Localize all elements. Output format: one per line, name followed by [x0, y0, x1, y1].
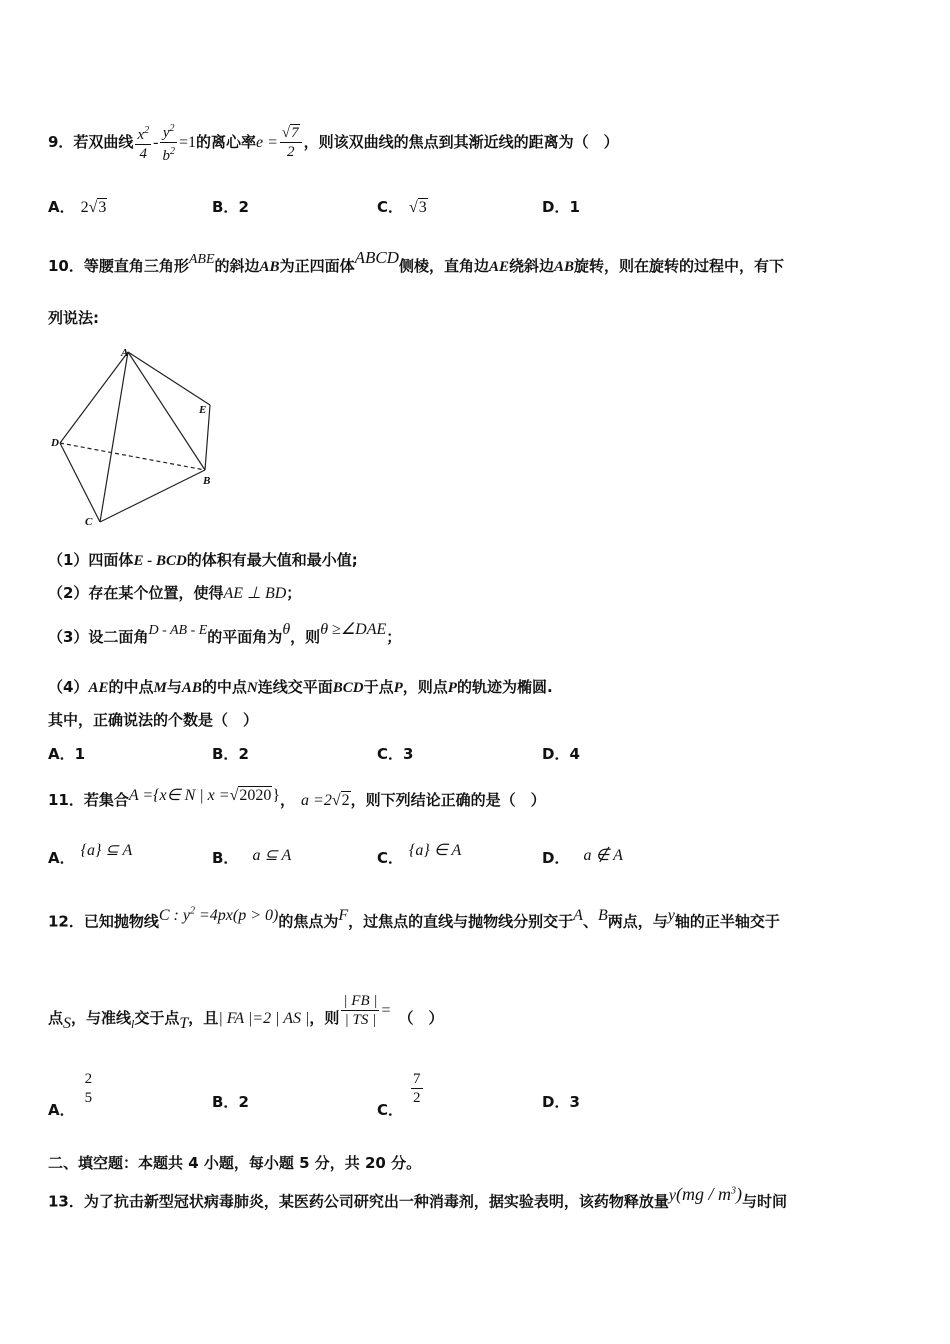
edge-ab	[128, 352, 205, 470]
q12-stem-line1: 12．已知抛物线C : $y^2 =4px(p > 0)$的焦点为F，过焦点的直线与抛物线分别交于A、B两点，与y轴的正半轴交于	[48, 906, 780, 931]
q10-statement-2: （2）存在某个位置，使得AE ⊥ BD；	[48, 584, 302, 602]
fb-over-ts: $\frac{| FB |}{| TS |}$	[343, 993, 378, 1028]
label-c: C	[85, 516, 93, 528]
q12-option-d[interactable]: D．3	[542, 1093, 580, 1111]
q12-option-a[interactable]: A． $\frac{2}{5}$	[48, 1071, 93, 1119]
edge-ad	[60, 352, 128, 443]
q9-option-c[interactable]: C． √3	[377, 198, 427, 216]
q10-statement-1: （1）四面体E - BCD的体积有最大值和最小值;	[48, 551, 358, 569]
q9-option-b[interactable]: B．2	[212, 198, 249, 216]
label-b: B	[203, 475, 211, 487]
q11-option-c[interactable]: C． {a} ∈ A	[377, 842, 462, 867]
tetrahedron-figure	[48, 345, 228, 530]
section-2-heading: 二、填空题：本题共 4 小题，每小题 5 分，共 20 分。	[48, 1154, 422, 1172]
q10-stem-line2: 列说法:	[48, 309, 99, 327]
q10-option-c[interactable]: C．3	[377, 745, 414, 763]
y2-over-b2: $\frac{y^2}{b^2}$	[160, 120, 177, 165]
q12-stem-line2: 点S，与准线$_l$交于点T，且| FA |=2 | AS |，则 $\frac{| FB |}{| TS |}$ = （ ）	[48, 993, 444, 1032]
q9-option-d[interactable]: D．1	[542, 198, 580, 216]
q11-option-b[interactable]: B． a ⊆ A	[212, 847, 292, 867]
edge-db-hidden	[60, 443, 205, 470]
q9-stem: 9．若双曲线 $\frac{x^2}{4}$ - $\frac{y^2}{b^2}$ =1的离心率e = $\frac{√7}{2}$ ，则该双曲线的焦点到其渐近线的距离为（ ）	[48, 120, 619, 165]
q12-option-c[interactable]: C． $\frac{7}{2}$	[377, 1071, 421, 1119]
q10-statement-3: （3）设二面角D - AB - E的平面角为θ，则θ ≥∠DAE；	[48, 621, 402, 646]
label-e: E	[199, 404, 207, 416]
q11-option-d[interactable]: D． a ∉ A	[542, 847, 623, 867]
q11-option-a[interactable]: A． {a} ⊆ A	[48, 842, 133, 867]
edge-ac	[100, 352, 128, 522]
q9-option-a[interactable]: A． 2√3	[48, 198, 107, 216]
edge-dc	[60, 443, 100, 522]
q10-statement-4: （4）AE的中点M与AB的中点N连线交平面BCD于点P，则点P的轨迹为椭圆.	[48, 678, 553, 696]
label-a: A	[121, 347, 129, 359]
q11-stem: 11．若集合A ={x∈ N | x =√2020}， a =2√2，则下列结论正确的是（ ）	[48, 787, 546, 809]
q10-stem-line1: 10．等腰直角三角形ABE的斜边AB为正四面体ABCD侧棱，直角边AE绕斜边AB旋转，则在旋转的过程中，有下	[48, 248, 785, 275]
edge-ae	[128, 352, 210, 405]
edge-cb	[100, 470, 205, 522]
label-d: D	[51, 437, 59, 449]
q10-option-a[interactable]: A．1	[48, 745, 86, 763]
q10-option-b[interactable]: B．2	[212, 745, 249, 763]
q10-ask: 其中，正确说法的个数是（ ）	[48, 711, 259, 729]
eccentricity-fraction: $\frac{√7}{2}$	[280, 124, 302, 161]
q12-option-b[interactable]: B．2	[212, 1093, 249, 1111]
q10-option-d[interactable]: D．4	[542, 745, 580, 763]
x2-over-4: $\frac{x^2}{4}$	[135, 122, 151, 163]
q13-stem: 13．为了抗击新型冠状病毒肺炎，某医药公司研究出一种消毒剂，据实验表明，该药物释放量$y(mg / m^3)$与时间	[48, 1184, 788, 1211]
